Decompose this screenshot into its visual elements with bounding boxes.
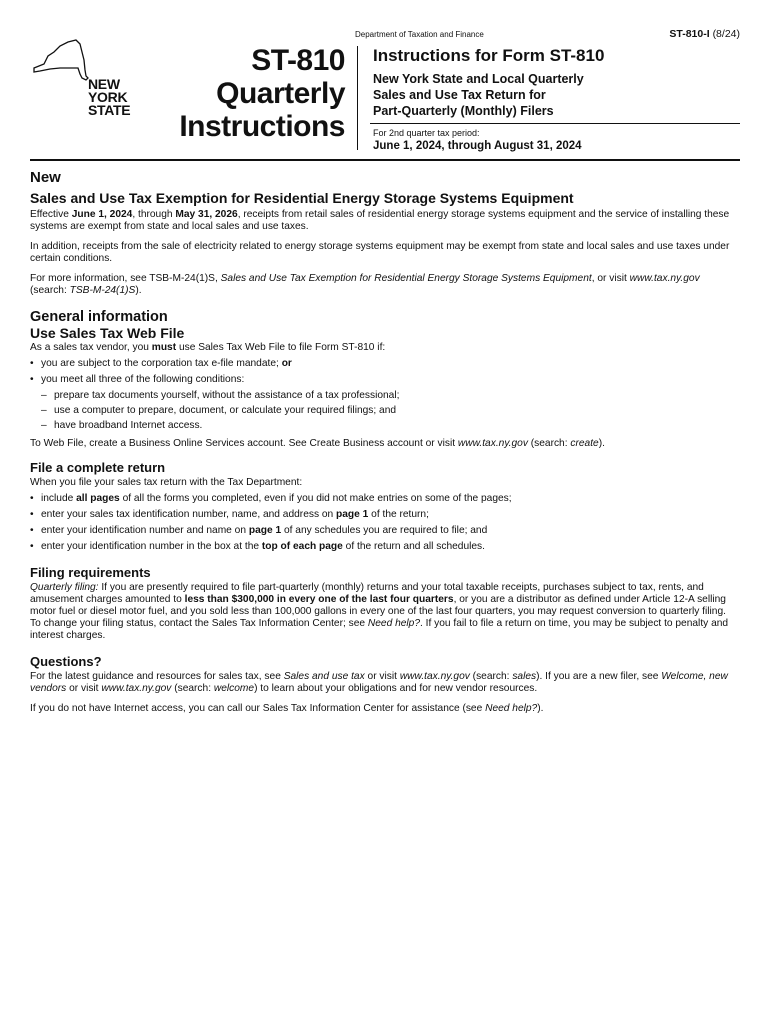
logo-line: NEW: [88, 76, 120, 92]
instructions-title: Instructions for Form ST-810: [373, 46, 605, 65]
webfile-list: [30, 358, 735, 432]
complete-return-list: [30, 493, 735, 553]
list-item: • you are subject to the corporation tax e-file mandate; or: [30, 358, 292, 369]
questions-paragraph: For the latest guidance and resources for sales tax, see Sales and use tax or visit www.tax.ny.gov (search: sales). If you are a new filer, see Welcome, new vendors or visit www.tax.ny.gov (search: welcome) to learn about your obligations and for new vendor resources.: [30, 671, 728, 694]
logo-line: YORK: [88, 89, 128, 105]
electricity-paragraph: In addition, receipts from the sale of electricity related to energy storage systems equipment may be exempt from state and local sales and use taxes under certain conditions.: [30, 241, 730, 264]
header-rule: [370, 123, 740, 124]
nys-map-icon: [30, 38, 90, 88]
form-date: (8/24): [712, 28, 740, 40]
sub-list-item: – use a computer to prepare, document, or calculate your required filings; and: [41, 405, 397, 416]
form-subtitle: [373, 71, 673, 119]
big-title: [179, 44, 345, 143]
form-id-code: ST-810-I: [669, 28, 710, 40]
period-label: For 2nd quarter tax period:: [373, 128, 480, 138]
logo-wordmark: [88, 78, 130, 117]
more-info-paragraph: For more information, see TSB-M-24(1)S, Sales and Use Tax Exemption for Residential Energy Storage Systems Equipment, or visit www.tax.ny.gov (search: TSB-M-24(1)S).: [30, 273, 700, 296]
department-name: Department of Taxation and Finance: [355, 30, 484, 39]
exemption-heading: Sales and Use Tax Exemption for Residential Energy Storage Systems Equipment: [30, 190, 574, 206]
list-item: • you meet all three of the following conditions:: [30, 374, 245, 385]
webfile-heading: Use Sales Tax Web File: [30, 325, 185, 341]
big-title-line: Quarterly: [216, 77, 345, 110]
list-item: • include all pages of all the forms you completed, even if you did not make entries on some of the pages;: [30, 493, 512, 504]
internet-access-paragraph: If you do not have Internet access, you can call our Sales Tax Information Center for assistance (see Need help?).: [30, 703, 544, 714]
document-body: [30, 169, 735, 723]
list-item: • enter your sales tax identification number, name, and address on page 1 of the return;: [30, 509, 429, 520]
list-item: • enter your identification number and name on page 1 of any schedules you are required to file; and: [30, 525, 488, 536]
title-divider: [357, 46, 358, 150]
tax-website-link[interactable]: www.tax.ny.gov: [101, 683, 172, 694]
section-heading-general: General information: [30, 309, 168, 325]
sub-list-item: – have broadband Internet access.: [41, 420, 203, 431]
exemption-paragraph: Effective June 1, 2024, through May 31, 2026, receipts from retail sales of residential energy storage systems equipment and the service of installing these systems are exempt from state and local sales and use taxes.: [30, 209, 730, 232]
questions-heading: Questions?: [30, 654, 102, 669]
webfile-outro: To Web File, create a Business Online Services account. See Create Business account or visit www.tax.ny.gov (search: create).: [30, 438, 605, 449]
filing-requirements-heading: Filing requirements: [30, 565, 151, 580]
period-value: June 1, 2024, through August 31, 2024: [373, 140, 582, 152]
complete-return-heading: File a complete return: [30, 460, 166, 475]
filing-requirements-paragraph: Quarterly filing: If you are presently required to file part-quarterly (monthly) returns and your total taxable receipts, purchases subject to tax, rents, and amusement charges amounted to less than $300,000 in every one of the last four quarters, or you are a distributor as defined under Article 12-A selling motor fuel or diesel motor fuel, and you sold less than 100,000 gallons in every one of the last four quarters, you may request conversion to quarterly filing. To change your filing status, contact the Sales Tax Information Center; see Need help?. If you fail to file a return on time, you may be subject to penalty and interest charges.: [30, 582, 729, 641]
sub-list-item: – prepare tax documents yourself, without the assistance of a tax professional;: [41, 390, 400, 401]
subtitle-line: New York State and Local Quarterly: [373, 72, 584, 86]
webfile-intro: As a sales tax vendor, you must use Sales Tax Web File to file Form ST-810 if:: [30, 342, 386, 353]
tax-website-link[interactable]: www.tax.ny.gov: [399, 671, 470, 682]
big-title-line: Instructions: [179, 110, 345, 143]
header-bottom-rule: [30, 159, 740, 161]
form-id: [669, 28, 740, 40]
list-item: • enter your identification number in the box at the top of each page of the return and all schedules.: [30, 541, 485, 552]
subtitle-line: Sales and Use Tax Return for: [373, 88, 546, 102]
tax-website-link[interactable]: www.tax.ny.gov: [457, 438, 528, 449]
section-heading-new: New: [30, 169, 61, 186]
big-title-line: ST-810: [251, 44, 345, 77]
logo-line: STATE: [88, 102, 131, 118]
subtitle-line: Part-Quarterly (Monthly) Filers: [373, 104, 554, 118]
nys-logo: [30, 38, 140, 118]
tax-website-link[interactable]: www.tax.ny.gov: [629, 273, 700, 284]
complete-return-intro: When you file your sales tax return with the Tax Department:: [30, 477, 303, 488]
